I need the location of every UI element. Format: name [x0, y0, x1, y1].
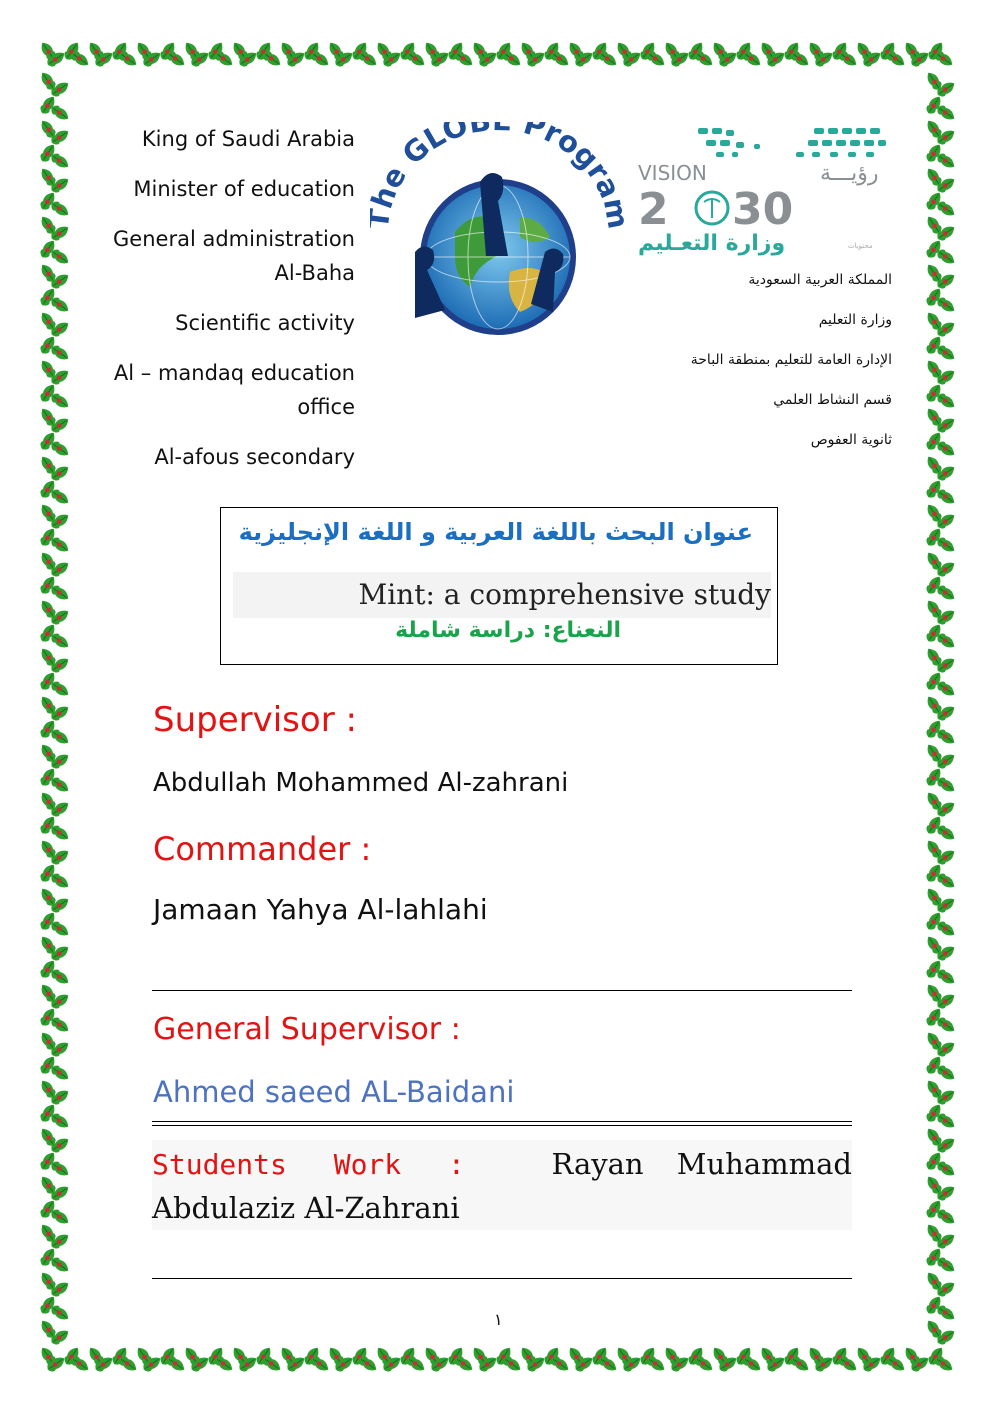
general-supervisor-name: Ahmed saeed AL-Baidani	[153, 1075, 515, 1109]
year-left: 2	[638, 184, 669, 235]
page-number: ١	[494, 1310, 503, 1329]
students-label: Students Work :	[152, 1148, 465, 1181]
students-block	[152, 1140, 852, 1230]
school-en: Al-afous secondary	[154, 445, 355, 469]
holly-leaf-icon	[938, 1326, 954, 1345]
activity-ar: قسم النشاط العلمي	[773, 392, 892, 408]
research-title-box	[220, 507, 778, 665]
region-line: Al-Baha	[274, 261, 355, 285]
globe-logo-text: e GLO Progra	[373, 122, 625, 204]
country-en: King of Saudi Arabia	[141, 127, 355, 151]
country-ar: المملكة العربية السعودية	[748, 272, 892, 288]
holly-border-right	[926, 70, 960, 1345]
header-english	[55, 122, 355, 490]
vision-2030-logo	[636, 122, 900, 262]
students-name-2: Abdulaziz Al-Zahrani	[152, 1191, 460, 1225]
holly-leaf-icon	[936, 48, 952, 70]
divider-1	[152, 990, 852, 991]
header-arabic	[652, 268, 892, 468]
title-heading-ar: عنوان البحث باللغة العربية و اللغة الإنجليزية	[238, 518, 753, 546]
administration-en	[55, 222, 355, 290]
vision-arabic: رؤيـــة	[820, 161, 879, 186]
ministry-logo-text: وزارة التعـليم	[638, 231, 786, 256]
commander-label: Commander :	[153, 830, 372, 868]
office-line-2: office	[297, 395, 355, 419]
globe-program-logo	[370, 122, 625, 337]
activity-en: Scientific activity	[175, 311, 355, 335]
holly-border-top	[40, 40, 960, 70]
year-right: 30	[732, 184, 794, 235]
ministry-en: Minister of education	[133, 177, 355, 201]
holly-leaf-icon	[936, 1353, 952, 1375]
holly-border-bottom	[40, 1345, 960, 1375]
supervisor-label: Supervisor :	[153, 700, 357, 740]
vision-word: VISION	[638, 161, 707, 185]
ministry-ar: وزارة التعليم	[818, 312, 892, 328]
office-en	[55, 356, 355, 424]
divider-2a	[152, 1121, 852, 1122]
students-line-1	[152, 1140, 852, 1188]
holly-leaf-icon	[52, 1326, 68, 1345]
divider-3	[152, 1278, 852, 1279]
commander-name: Jamaan Yahya Al-lahlahi	[153, 893, 488, 926]
tiny-logo-text: محتويات	[848, 242, 873, 250]
palm-emblem-icon	[696, 192, 728, 224]
school-ar: ثانوية العفوص	[810, 432, 892, 448]
administration-line: General administration	[113, 227, 355, 251]
general-supervisor-label: General Supervisor :	[153, 1012, 461, 1047]
title-english: Mint: a comprehensive study	[233, 572, 771, 618]
title-arabic: النعناع: دراسة شاملة	[395, 618, 621, 643]
office-line-1: Al – mandaq education	[113, 361, 355, 385]
administration-ar: الإدارة العامة للتعليم بمنطقة الباحة	[690, 352, 892, 368]
students-name-1: Rayan Muhammad	[551, 1147, 852, 1181]
supervisor-name: Abdullah Mohammed Al-zahrani	[153, 768, 569, 798]
divider-2b	[152, 1125, 852, 1126]
